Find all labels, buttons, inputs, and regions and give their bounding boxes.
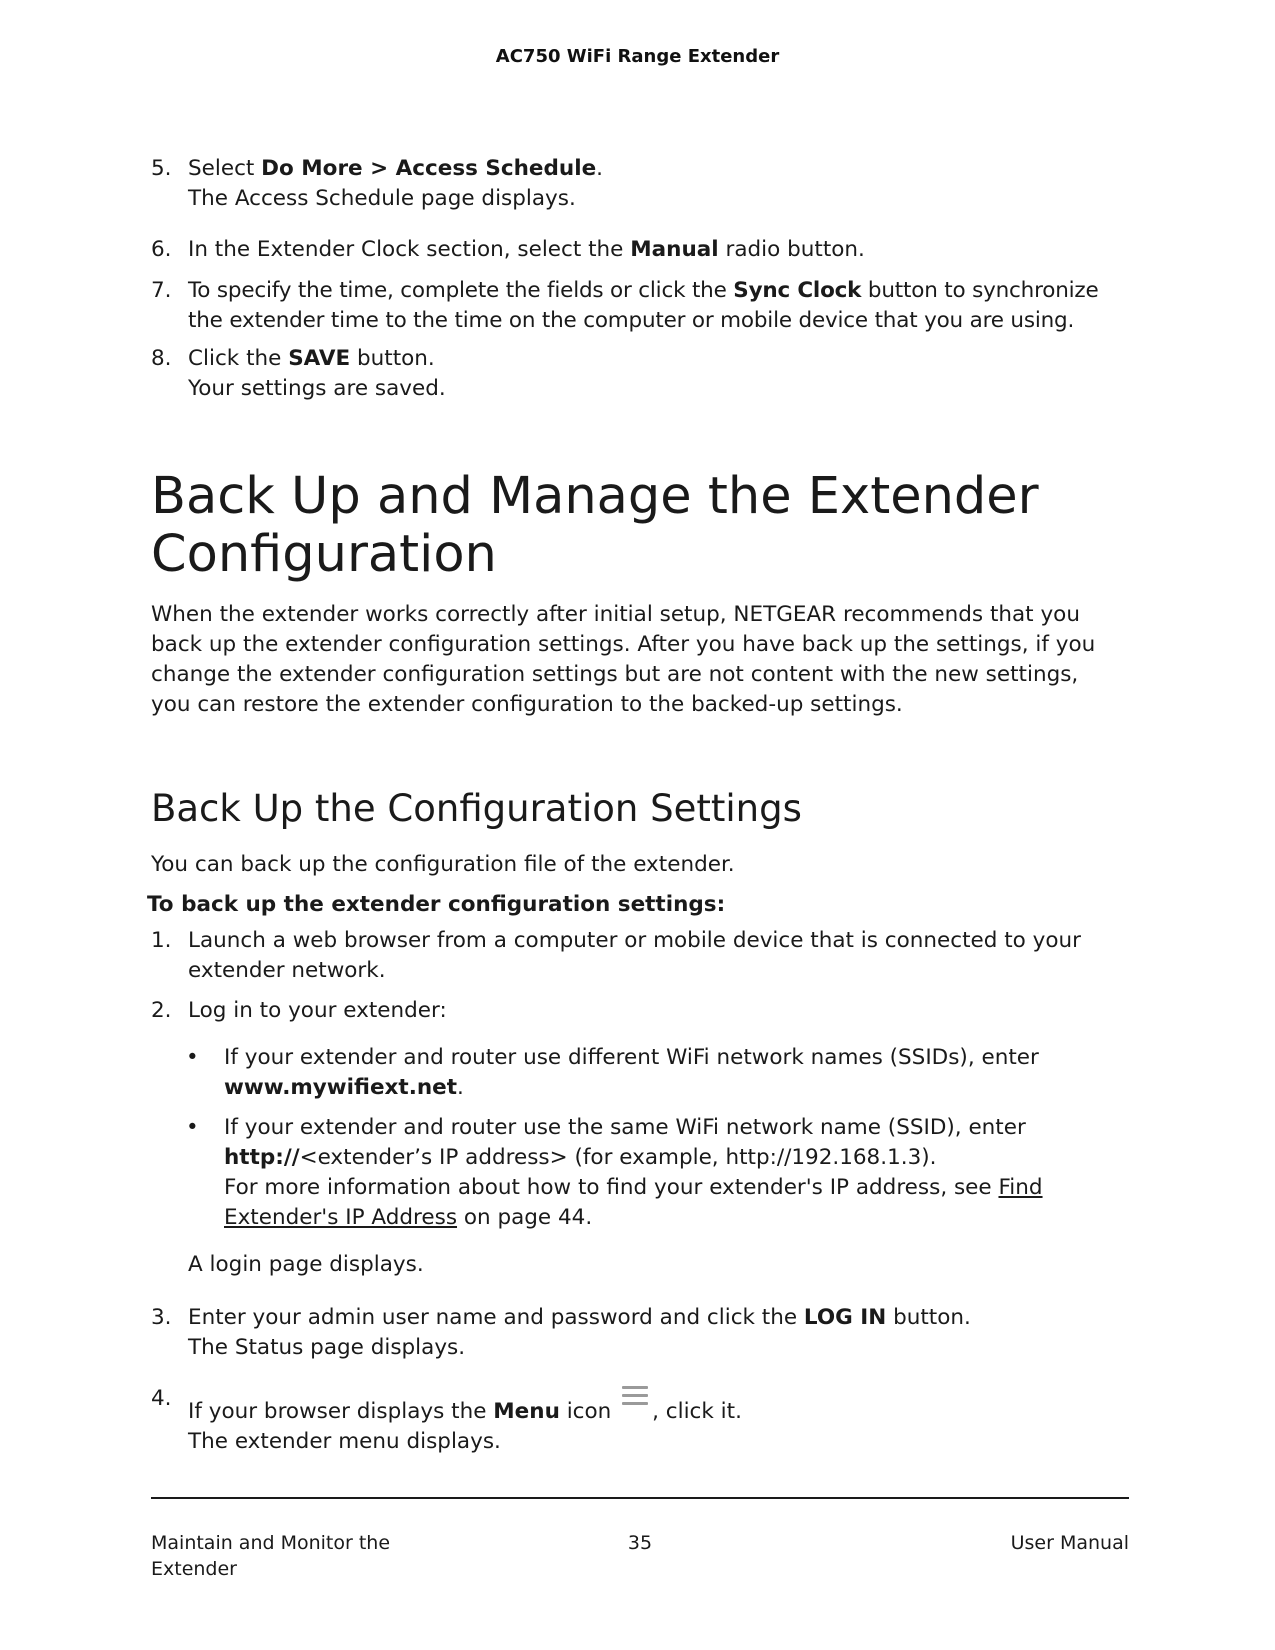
- ui-term: Manual: [630, 237, 719, 262]
- bullet-text: If your extender and router use different WiFi network names (SSIDs), enter: [224, 1045, 1039, 1070]
- bullet-icon: •: [186, 1045, 199, 1070]
- step-number: 8.: [151, 346, 172, 371]
- footer-chapter-line: Maintain and Monitor the: [151, 1532, 391, 1554]
- step-text: button.: [886, 1305, 971, 1330]
- step-result: The extender menu displays.: [188, 1429, 501, 1454]
- step-text-line2: extender network.: [188, 958, 386, 983]
- section-heading-line: Back Up and Manage the Extender: [151, 467, 1039, 526]
- step-text: Click the: [188, 346, 289, 371]
- step-result: The Status page displays.: [188, 1335, 466, 1360]
- paragraph-line: When the extender works correctly after initial setup, NETGEAR recommends that you: [151, 602, 1080, 627]
- paragraph-line: back up the extender configuration settings. After you have back up the settings, if you: [151, 632, 1096, 657]
- step-text: Enter your admin user name and password and click the: [188, 1305, 804, 1330]
- ui-term: Sync Clock: [733, 278, 862, 303]
- step-number: 1.: [151, 928, 172, 953]
- procedure-title: To back up the extender configuration settings:: [147, 892, 726, 917]
- step-text: Select: [188, 156, 262, 181]
- subsection-heading: Back Up the Configuration Settings: [151, 787, 802, 830]
- step-text: To specify the time, complete the fields or click the: [188, 278, 734, 303]
- ui-term: LOG IN: [803, 1305, 887, 1330]
- step-number: 5.: [151, 156, 172, 181]
- paragraph-line: you can restore the extender configuration to the backed-up settings.: [151, 692, 903, 717]
- step-text: radio button.: [718, 237, 865, 262]
- step-number: 3.: [151, 1305, 172, 1330]
- step-text: button.: [350, 346, 435, 371]
- section-heading: [151, 468, 1131, 584]
- step-text: In the Extender Clock section, select the: [188, 237, 631, 262]
- ui-term: SAVE: [288, 346, 351, 371]
- ui-term: Menu: [493, 1399, 560, 1424]
- bullet-icon: •: [186, 1115, 199, 1140]
- step-number: 2.: [151, 998, 172, 1023]
- page-header: AC750 WiFi Range Extender: [495, 46, 780, 67]
- find-ip-address-link[interactable]: Extender's IP Address: [224, 1205, 458, 1230]
- step-text-line2: the extender time to the time on the computer or mobile device that you are using.: [188, 308, 1075, 333]
- footer-chapter: [151, 1530, 411, 1582]
- step-result: Your settings are saved.: [188, 376, 446, 401]
- page-number: 35: [627, 1532, 653, 1554]
- bullet-text: .: [457, 1075, 464, 1100]
- bullet-text: on page 44.: [457, 1205, 593, 1230]
- bullet-text: For more information about how to find your extender's IP address, see: [224, 1175, 999, 1200]
- footer-doc-title: User Manual: [1010, 1532, 1129, 1554]
- find-ip-address-link[interactable]: Find: [998, 1175, 1043, 1200]
- menu-icon: [622, 1386, 648, 1406]
- step-text: button to synchronize: [861, 278, 1099, 303]
- step-text: , click it.: [652, 1399, 742, 1424]
- step-text: If your browser displays the: [188, 1399, 494, 1424]
- paragraph-line: change the extender configuration settings but are not content with the new settings,: [151, 662, 1079, 687]
- step-number: 7.: [151, 278, 172, 303]
- step-number: 4.: [151, 1386, 172, 1411]
- url-text: http://: [224, 1145, 300, 1170]
- section-heading-line: Configuration: [151, 525, 497, 584]
- bullet-text: <extender’s IP address> (for example, http://192.168.1.3).: [299, 1145, 937, 1170]
- menu-path: Do More > Access Schedule: [261, 156, 597, 181]
- step-result: The Access Schedule page displays.: [188, 186, 576, 211]
- footer-chapter-line: Extender: [151, 1558, 237, 1580]
- bullet-text: If your extender and router use the same WiFi network name (SSID), enter: [224, 1115, 1026, 1140]
- step-text: Log in to your extender:: [188, 998, 447, 1023]
- subsection-intro: You can back up the configuration file of the extender.: [151, 852, 735, 877]
- footer-divider: [151, 1497, 1129, 1499]
- step-text: Launch a web browser from a computer or mobile device that is connected to your: [188, 928, 1081, 953]
- step-text: icon: [559, 1399, 619, 1424]
- step-number: 6.: [151, 237, 172, 262]
- section-intro: [151, 600, 1131, 720]
- login-result: A login page displays.: [188, 1252, 424, 1277]
- step-text: .: [596, 156, 604, 181]
- url-text: www.mywifiext.net: [224, 1075, 458, 1100]
